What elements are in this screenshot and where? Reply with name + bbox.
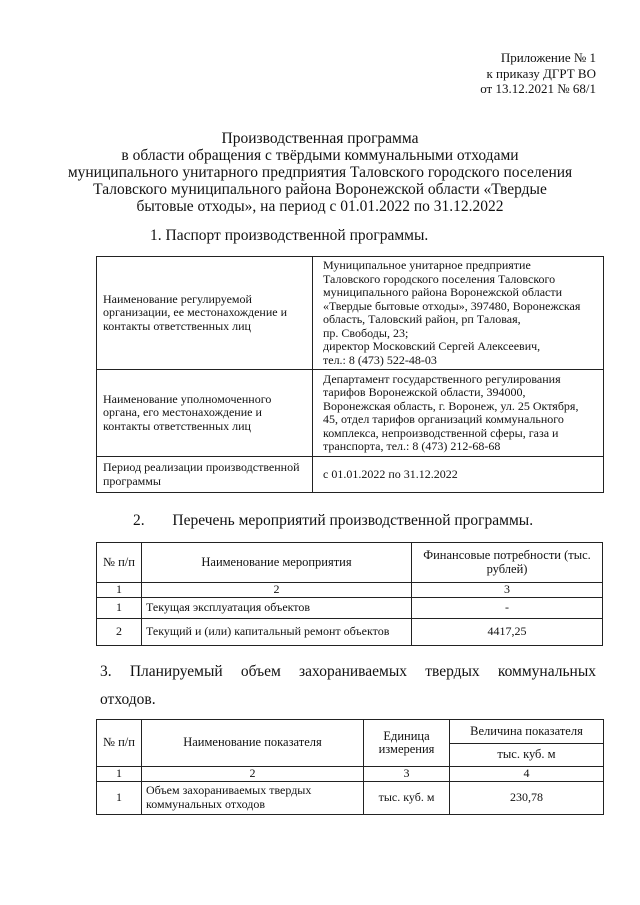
value-line: директор Московский Сергей Алексеевич, bbox=[323, 339, 541, 353]
column-number: 4 bbox=[450, 767, 604, 782]
indicator-value: 230,78 bbox=[450, 781, 604, 814]
table-header-row bbox=[97, 543, 603, 583]
column-number: 2 bbox=[142, 583, 412, 598]
activity-name: Текущая эксплуатация объектов bbox=[142, 597, 412, 618]
column-number: 1 bbox=[97, 583, 142, 598]
value-line: Воронежская область, г. Воронеж, ул. 25 Октября, bbox=[323, 398, 579, 413]
activity-finance: 4417,25 bbox=[412, 618, 603, 645]
table-row bbox=[97, 597, 603, 618]
row-num: 1 bbox=[97, 781, 142, 814]
title-line-3: муниципального унитарного предприятия Таловского городского поселения bbox=[67, 164, 573, 181]
passport-value-authority bbox=[313, 370, 604, 457]
column-number: 2 bbox=[142, 767, 364, 782]
header-value-unit: тыс. куб. м bbox=[450, 744, 604, 767]
section3-number: 3. bbox=[100, 663, 112, 680]
waste-volume-table bbox=[96, 719, 604, 815]
title-line-5: бытовые отходы», на период с 01.01.2022 по 31.12.2022 bbox=[136, 198, 504, 215]
header-num: № п/п bbox=[97, 720, 142, 767]
table-header-row bbox=[97, 720, 604, 744]
passport-label-period: Период реализации производственной программы bbox=[97, 457, 313, 493]
table-row bbox=[97, 257, 604, 370]
header-unit: Единица измерения bbox=[364, 720, 450, 767]
value-line: комплекса, непроизводственной сферы, газа и bbox=[323, 425, 559, 440]
title-line-2: в области обращения с твёрдыми коммунальными отходами bbox=[121, 147, 519, 164]
table-row bbox=[97, 370, 604, 457]
appendix-line-2: к приказу ДГРТ ВО bbox=[486, 65, 596, 81]
section2-title: Перечень мероприятий производственной программы. bbox=[172, 512, 534, 529]
title-line-1: Производственная программа bbox=[221, 130, 419, 147]
passport-label-organization: Наименование регулируемой организации, ее местонахождение и контакты ответственных лиц bbox=[97, 257, 313, 370]
header-finance: Финансовые потребности (тыс. рублей) bbox=[412, 543, 603, 583]
value-line: Муниципальное унитарное предприятие bbox=[323, 258, 531, 272]
value-line: Таловского городского поселения Таловского bbox=[323, 271, 556, 286]
row-num: 2 bbox=[97, 618, 142, 645]
header-value: Величина показателя bbox=[450, 720, 604, 744]
value-line: с 01.01.2022 по 31.12.2022 bbox=[323, 466, 458, 481]
section1-heading: 1. Паспорт производственной программы. bbox=[150, 227, 429, 244]
section3-title-line-1: Планируемый объем захораниваемых твердых коммунальных bbox=[129, 663, 596, 680]
indicator-unit: тыс. куб. м bbox=[364, 781, 450, 814]
table-row bbox=[97, 457, 604, 493]
value-line: тел.: 8 (473) 522-48-03 bbox=[323, 352, 437, 367]
appendix-line-3: от 13.12.2021 № 68/1 bbox=[480, 81, 596, 96]
passport-value-organization bbox=[313, 257, 604, 370]
section2-number: 2. bbox=[133, 512, 145, 529]
value-line: 45, отдел тарифов организаций коммунального bbox=[323, 412, 564, 426]
column-number: 3 bbox=[412, 583, 603, 598]
indicator-name: Объем захораниваемых твердых коммунальных отходов bbox=[142, 781, 364, 814]
header-activity-name: Наименование мероприятия bbox=[142, 543, 412, 583]
column-number: 3 bbox=[364, 767, 450, 782]
appendix-block bbox=[480, 50, 596, 97]
value-line: тарифов Воронежской области, 394000, bbox=[323, 385, 526, 399]
value-line: транспорта, тел.: 8 (473) 212-68-68 bbox=[323, 439, 501, 453]
table-row bbox=[97, 618, 603, 645]
table-column-numbers-row bbox=[97, 583, 603, 598]
value-line: муниципального района Воронежской области bbox=[323, 285, 563, 299]
passport-label-authority: Наименование уполномоченного органа, его местонахождение и контакты ответственных лиц bbox=[97, 370, 313, 457]
table-column-numbers-row bbox=[97, 767, 604, 782]
section3-title-line-2: отходов. bbox=[100, 691, 156, 708]
header-indicator-name: Наименование показателя bbox=[142, 720, 364, 767]
activity-finance: - bbox=[412, 597, 603, 618]
table-row bbox=[97, 781, 604, 814]
section2-heading bbox=[133, 512, 533, 530]
row-num: 1 bbox=[97, 597, 142, 618]
activities-table bbox=[96, 542, 603, 646]
value-line: область, Таловский район, рп Таловая, bbox=[323, 312, 521, 326]
passport-value-period bbox=[313, 457, 604, 493]
header-num: № п/п bbox=[97, 543, 142, 583]
appendix-line-1: Приложение № 1 bbox=[500, 50, 596, 65]
value-line: «Твердые бытовые отходы», 397480, Воронежская bbox=[323, 298, 581, 313]
section3-heading bbox=[100, 664, 596, 680]
passport-table bbox=[96, 256, 604, 493]
value-line: пр. Свободы, 23; bbox=[323, 325, 409, 340]
document-title bbox=[60, 130, 580, 215]
value-line: Департамент государственного регулирования bbox=[323, 371, 561, 386]
activity-name: Текущий и (или) капитальный ремонт объектов bbox=[142, 618, 412, 645]
title-line-4: Таловского муниципального района Воронежской области «Твердые bbox=[93, 181, 547, 198]
column-number: 1 bbox=[97, 767, 142, 782]
